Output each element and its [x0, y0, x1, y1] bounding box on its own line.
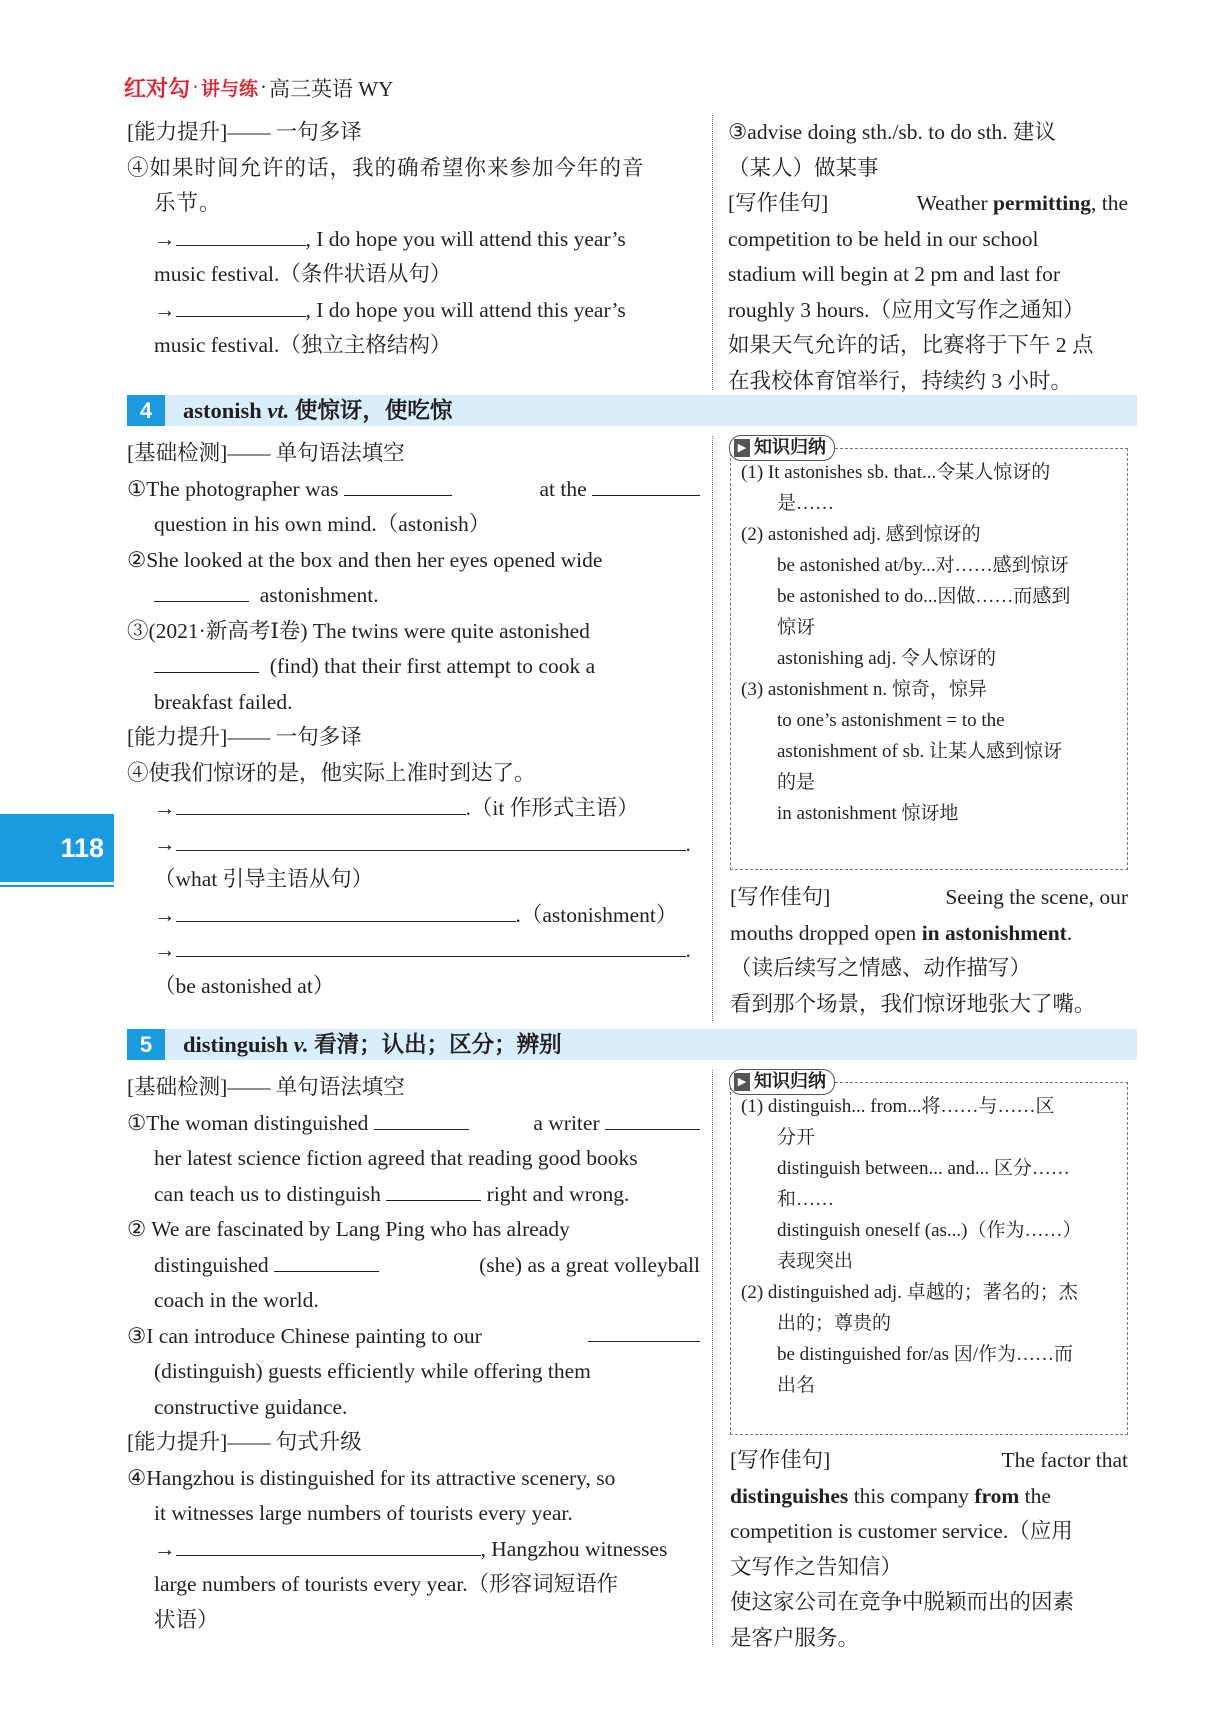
- writing-sentence: roughly 3 hours.（应用文写作之通知）: [728, 297, 1085, 322]
- writing-sentence: [写作佳句] The factor that: [730, 1448, 1128, 1472]
- top-right-column: [728, 115, 1128, 399]
- section-heading: [能力提升]—— 一句多译: [127, 725, 362, 749]
- answer-blank[interactable]: [176, 899, 516, 922]
- answer-blank[interactable]: [344, 473, 452, 496]
- answer-blank[interactable]: [176, 792, 466, 815]
- question-text: large numbers of tourists every year.（形容词短语作: [154, 1572, 619, 1596]
- knowledge-item: 分开: [777, 1127, 816, 1148]
- answer-blank[interactable]: [176, 1533, 481, 1556]
- knowledge-tag: ▶ 知识归纳: [729, 435, 835, 461]
- question-text: ①The photographer was at the: [127, 472, 700, 508]
- knowledge-item: astonishing adj. 令人惊讶的: [777, 648, 997, 669]
- question-hint: （be astonished at）: [154, 973, 335, 998]
- question-text: constructive guidance.: [154, 1394, 348, 1419]
- writing-sentence: [写作佳句] Seeing the scene, our: [730, 885, 1128, 909]
- answer-blank[interactable]: [386, 1178, 481, 1201]
- writing-sentence: [写作佳句] Weather permitting, the: [728, 191, 1128, 215]
- answer-blank[interactable]: [588, 1319, 700, 1342]
- question-text: ④Hangzhou is distinguished for its attractive scenery, so: [127, 1465, 616, 1490]
- knowledge-item: (2) astonished adj. 感到惊讶的: [741, 524, 981, 545]
- writing-sentence: competition to be held in our school: [728, 226, 1039, 251]
- question-text: ② We are fascinated by Lang Ping who has already: [127, 1217, 570, 1241]
- knowledge-item: (3) astonishment n. 惊奇，惊异: [741, 679, 987, 700]
- knowledge-item: (1) It astonishes sb. that...令某人惊讶的: [741, 462, 1051, 483]
- answer-line: → .: [127, 933, 700, 969]
- question-text: distinguished (she) as a great volleyball: [127, 1248, 700, 1284]
- page-number: 118: [0, 814, 114, 882]
- knowledge-item: 的是: [777, 772, 816, 793]
- knowledge-item: 出的；尊贵的: [777, 1313, 892, 1334]
- knowledge-item: 和……: [777, 1189, 835, 1210]
- series-name: 讲与练: [201, 78, 259, 100]
- column-divider: [712, 436, 713, 1021]
- answer-line: → .（it 作形式主语）: [127, 791, 700, 827]
- answer-line: → .（astonishment）: [127, 898, 700, 934]
- knowledge-item: astonishment of sb. 让某人感到惊讶: [777, 741, 1062, 762]
- question-text: ④使我们惊讶的是，他实际上准时到达了。: [127, 760, 536, 785]
- section-title: distinguish v. 看清；认出；区分；辨别: [183, 1032, 562, 1058]
- question-text: ③(2021·新高考Ⅰ卷) The twins were quite astonished: [127, 618, 590, 643]
- writing-sentence: competition is customer service.（应用: [730, 1519, 1073, 1543]
- question-text: music festival.（条件状语从句）: [154, 262, 452, 286]
- triangle-icon: ▶: [734, 1073, 750, 1091]
- knowledge-tag: ▶ 知识归纳: [729, 1069, 835, 1095]
- answer-blank[interactable]: [176, 934, 686, 957]
- answer-line: → , I do hope you will attend this year’s: [127, 222, 700, 258]
- knowledge-item: be distinguished for/as 因/作为……而: [777, 1344, 1074, 1365]
- answer-line: → , Hangzhou witnesses: [127, 1532, 700, 1568]
- top-left-column: [127, 115, 700, 364]
- section-heading: [基础检测]—— 单句语法填空: [127, 1075, 405, 1099]
- section-4-writing: [730, 880, 1128, 1022]
- question-text: 状语）: [154, 1607, 219, 1632]
- writing-source: （读后续写之情感、动作描写）: [730, 956, 1032, 980]
- question-text: ③I can introduce Chinese painting to our: [127, 1319, 700, 1355]
- translation-text: 是客户服务。: [730, 1625, 860, 1650]
- triangle-icon: ▶: [734, 439, 750, 457]
- knowledge-item: distinguish between... and... 区分……: [777, 1158, 1070, 1179]
- section-5-writing: [730, 1443, 1128, 1656]
- header-separator: ·: [260, 75, 268, 99]
- question-text: it witnesses large numbers of tourists every year.: [154, 1501, 573, 1525]
- question-hint: （what 引导主语从句）: [154, 867, 374, 891]
- section-4-header: [127, 395, 1137, 426]
- note-text: （某人）做某事: [728, 155, 879, 180]
- question-text: 乐节。: [154, 191, 222, 215]
- translation-text: 如果天气允许的话，比赛将于下午 2 点: [728, 333, 1094, 357]
- section-title: astonish vt. 使惊讶，使吃惊: [183, 398, 453, 424]
- answer-blank[interactable]: [605, 1107, 700, 1130]
- column-divider: [712, 115, 713, 390]
- answer-blank[interactable]: [176, 828, 686, 851]
- writing-sentence: stadium will begin at 2 pm and last for: [728, 262, 1061, 286]
- translation-text: 使这家公司在竞争中脱颖而出的因素: [730, 1590, 1075, 1614]
- translation-text: 看到那个场景，我们惊讶地张大了嘴。: [730, 991, 1096, 1016]
- section-number: 4: [127, 395, 165, 426]
- question-text: ①The woman distinguished a writer: [127, 1106, 700, 1142]
- knowledge-item: to one’s astonishment = to the: [777, 710, 1005, 731]
- question-text: breakfast failed.: [154, 689, 293, 714]
- answer-line: → .: [127, 827, 700, 863]
- header-separator: ·: [192, 75, 200, 99]
- question-text: astonishment.: [127, 578, 700, 614]
- subject-name: 高三英语 WY: [269, 76, 394, 101]
- question-text: (find) that their first attempt to cook a: [127, 649, 700, 685]
- question-text: her latest science fiction agreed that reading good books: [154, 1146, 638, 1170]
- question-text: can teach us to distinguish right and wrong.: [127, 1177, 700, 1213]
- knowledge-item: 是……: [777, 493, 835, 514]
- page-number-rule: [0, 885, 114, 887]
- note-text: ③advise doing sth./sb. to do sth. 建议: [728, 120, 1057, 144]
- section-heading: [能力提升]—— 句式升级: [127, 1430, 362, 1454]
- answer-blank[interactable]: [176, 223, 306, 246]
- page-header: [124, 72, 393, 103]
- knowledge-item: (2) distinguished adj. 卓越的；著名的；杰: [741, 1282, 1078, 1303]
- question-text: ④如果时间允许的话，我的确希望你来参加今年的音: [127, 155, 645, 180]
- knowledge-box: [730, 437, 1128, 870]
- question-text: question in his own mind.（astonish）: [154, 512, 491, 536]
- answer-blank[interactable]: [374, 1107, 469, 1130]
- writing-source: 文写作之告知信）: [730, 1554, 903, 1579]
- answer-blank[interactable]: [154, 650, 259, 673]
- answer-line: → , I do hope you will attend this year’s: [127, 293, 700, 329]
- section-number: 5: [127, 1029, 165, 1060]
- answer-blank[interactable]: [274, 1249, 379, 1272]
- knowledge-item: be astonished to do...因做……而感到: [777, 586, 1071, 607]
- knowledge-item: distinguish oneself (as...)（作为……）: [777, 1220, 1082, 1241]
- question-text: (distinguish) guests efficiently while offering them: [154, 1359, 591, 1383]
- knowledge-item: 表现突出: [777, 1251, 854, 1272]
- brand-logo: 红对勾: [124, 77, 191, 102]
- knowledge-item: in astonishment 惊讶地: [777, 803, 959, 824]
- column-divider: [712, 1070, 713, 1645]
- answer-blank[interactable]: [592, 473, 700, 496]
- knowledge-item: 惊讶: [777, 617, 816, 638]
- answer-blank[interactable]: [176, 294, 306, 317]
- section-heading: [能力提升]—— 一句多译: [127, 120, 362, 144]
- section-heading: [基础检测]—— 单句语法填空: [127, 441, 405, 465]
- knowledge-item: be astonished at/by...对……感到惊讶: [777, 555, 1069, 576]
- answer-blank[interactable]: [154, 579, 249, 602]
- section-5-exercises: [127, 1070, 700, 1638]
- section-4-exercises: [127, 436, 700, 1004]
- translation-text: 在我校体育馆举行，持续约 3 小时。: [728, 368, 1073, 393]
- knowledge-item: (1) distinguish... from...将……与……区: [741, 1096, 1055, 1117]
- question-text: ②She looked at the box and then her eyes opened wide: [127, 547, 603, 572]
- writing-sentence: mouths dropped open in astonishment.: [730, 920, 1073, 945]
- knowledge-item: 出名: [777, 1375, 816, 1396]
- section-5-header: [127, 1029, 1137, 1060]
- knowledge-box: [730, 1071, 1128, 1435]
- question-text: coach in the world.: [154, 1288, 319, 1312]
- question-text: music festival.（独立主格结构）: [154, 333, 452, 357]
- writing-sentence: distinguishes this company from the: [730, 1483, 1051, 1508]
